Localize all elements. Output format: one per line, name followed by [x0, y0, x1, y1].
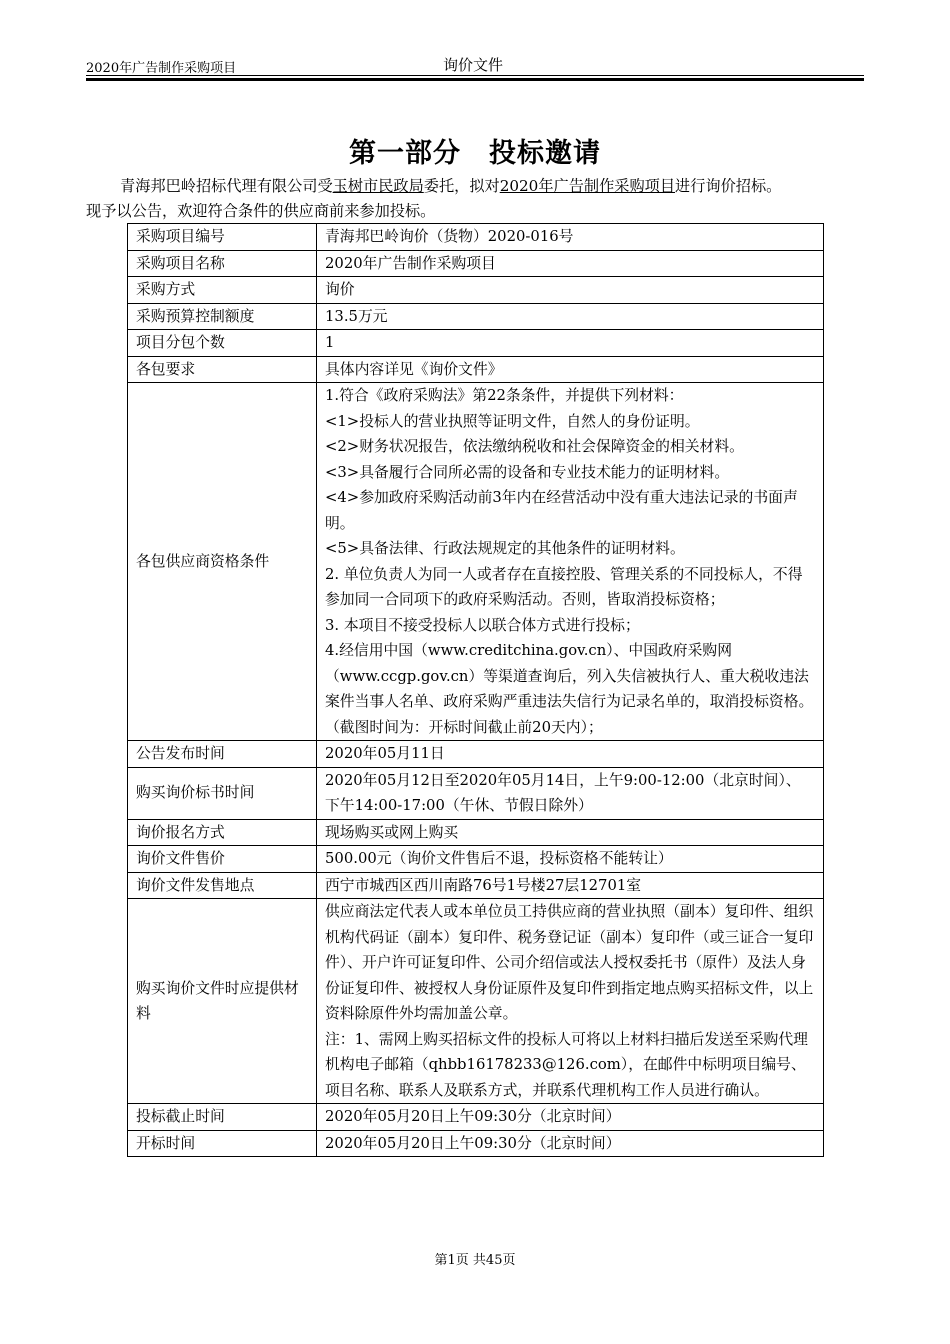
page-number: 第1页 共45页 — [434, 1253, 516, 1268]
row-value: 500.00元（询价文件售后不退，投标资格不能转让） — [317, 846, 824, 873]
table-row — [128, 899, 824, 1104]
row-value: 2020年05月12日至2020年05月14日，上午9:00-12:00（北京时间）、下午14:00-17:00（午休、节假日除外） — [317, 767, 824, 819]
row-label: 项目分包个数 — [128, 330, 317, 357]
row-value: 2020年05月11日 — [317, 741, 824, 768]
row-label: 询价文件发售地点 — [128, 872, 317, 899]
row-value — [317, 899, 824, 1104]
table-row — [128, 303, 824, 330]
qualification-line: <3>具备履行合同所必需的设备和专业技术能力的证明材料。 — [325, 463, 730, 481]
row-label: 采购预算控制额度 — [128, 303, 317, 330]
table-row — [128, 330, 824, 357]
page-title: 第一部分 投标邀请 — [349, 138, 601, 169]
qualification-line: 1.符合《政府采购法》第22条条件，并提供下列材料： — [325, 387, 684, 404]
intro-text-1: 青海邦巴岭招标代理有限公司受 — [120, 177, 333, 195]
table-row — [128, 846, 824, 873]
row-value: 现场购买或网上购买 — [317, 819, 824, 846]
materials-line: 注：1、需网上购买招标文件的投标人可将以上材料扫描后发送至采购代理机构电子邮箱（qhbb16178233@126.com），在邮件中标明项目编号、项目名称、联系人及联系方式，并联系代理机构工作人员进行确认。 — [325, 1030, 808, 1099]
row-label: 询价文件售价 — [128, 846, 317, 873]
row-label: 投标截止时间 — [128, 1104, 317, 1131]
row-value: 具体内容详见《询价文件》 — [317, 356, 824, 383]
materials-line: 供应商法定代表人或本单位员工持供应商的营业执照（副本）复印件、组织机构代码证（副本）复印件、税务登记证（副本）复印件（或三证合一复印件）、开户许可证复印件、公司介绍信或法人授权委托书（原件）及法人身份证复印件、被授权人身份证原件及复印件到指定地点购买招标文件，以上资料除原件外均需加盖公章。 — [325, 903, 814, 1022]
header-doc-title: 询价文件 — [443, 56, 504, 74]
table-row — [128, 1130, 824, 1157]
intro-paragraph — [86, 174, 886, 224]
row-value: 青海邦巴岭询价（货物）2020-016号 — [317, 224, 824, 251]
row-value: 2020年广告制作采购项目 — [317, 250, 824, 277]
qualification-line: <5>具备法律、行政法规规定的其他条件的证明材料。 — [325, 540, 685, 557]
intro-text-4: 现予以公告，欢迎符合条件的供应商前来参加投标。 — [86, 202, 436, 220]
header-rule-thin — [86, 75, 864, 76]
table-row — [128, 224, 824, 251]
qualification-line: 4.经信用中国（www.creditchina.gov.cn）、中国政府采购网（www.ccgp.gov.cn）等渠道查询后，列入失信被执行人、重大税收违法案件当事人名单、政府采购严重违法失信行为记录名单的，取消投标资格。（截图时间为：开标时间截止前20天内）； — [325, 642, 814, 736]
row-label: 各包要求 — [128, 356, 317, 383]
intro-text-2: 委托，拟对 — [423, 177, 500, 195]
row-label: 公告发布时间 — [128, 741, 317, 768]
table-row — [128, 383, 824, 741]
row-value: 询价 — [317, 277, 824, 304]
table-row — [128, 1104, 824, 1131]
intro-text-3: 进行询价招标。 — [675, 177, 782, 195]
row-label: 开标时间 — [128, 1130, 317, 1157]
qualification-line: <2>财务状况报告，依法缴纳税收和社会保障资金的相关材料。 — [325, 438, 744, 455]
table-row — [128, 819, 824, 846]
row-label: 采购项目名称 — [128, 250, 317, 277]
row-label: 询价报名方式 — [128, 819, 317, 846]
qualification-line: <1>投标人的营业执照等证明文件，自然人的身份证明。 — [325, 412, 700, 430]
row-value: 13.5万元 — [317, 303, 824, 330]
intro-project: 2020年广告制作采购项目 — [499, 177, 676, 195]
row-value: 2020年05月20日上午09:30分（北京时间） — [317, 1130, 824, 1157]
row-label: 采购项目编号 — [128, 224, 317, 251]
row-label: 各包供应商资格条件 — [128, 383, 317, 741]
table-row — [128, 741, 824, 768]
row-value: 2020年05月20日上午09:30分（北京时间） — [317, 1104, 824, 1131]
qualification-line: 3. 本项目不接受投标人以联合体方式进行投标； — [325, 616, 640, 634]
table-row — [128, 872, 824, 899]
row-value — [317, 383, 824, 741]
intro-agency: 玉树市民政局 — [332, 177, 424, 195]
table-row — [128, 250, 824, 277]
table-row — [128, 277, 824, 304]
row-value: 西宁市城西区西川南路76号1号楼27层12701室 — [317, 872, 824, 899]
table-row — [128, 356, 824, 383]
qualification-line: 2. 单位负责人为同一人或者存在直接控股、管理关系的不同投标人，不得参加同一合同项下的政府采购活动。否则，皆取消投标资格； — [325, 565, 803, 608]
header-project-name: 2020年广告制作采购项目 — [86, 61, 237, 76]
row-label: 采购方式 — [128, 277, 317, 304]
row-label: 购买询价标书时间 — [128, 767, 317, 819]
header-rule-thick — [86, 78, 864, 81]
qualification-line: <4>参加政府采购活动前3年内在经营活动中没有重大违法记录的书面声明。 — [325, 489, 798, 532]
row-label: 购买询价文件时应提供材料 — [128, 899, 317, 1104]
row-value: 1 — [317, 330, 824, 357]
table-row — [128, 767, 824, 819]
info-table — [127, 223, 824, 1157]
